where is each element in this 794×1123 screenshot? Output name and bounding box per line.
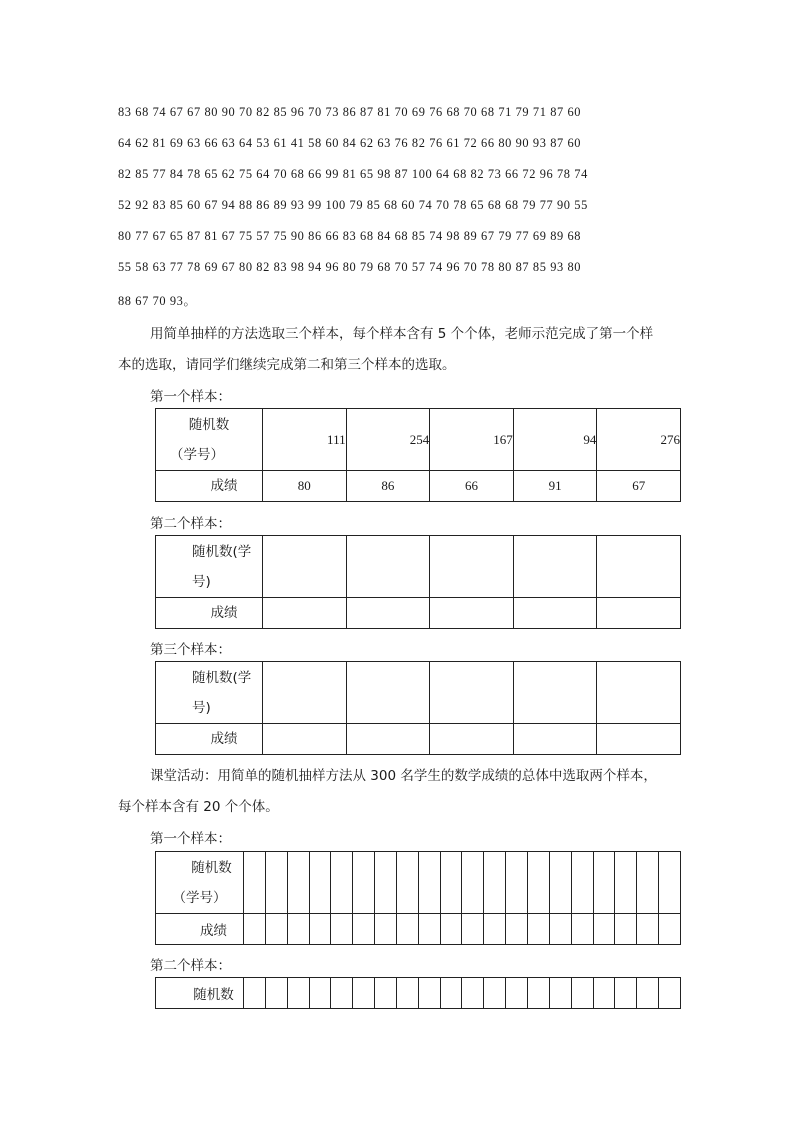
sample1-score: 86	[346, 471, 430, 502]
sample3-score-blank[interactable]	[346, 724, 430, 755]
sample2-header-line1: 随机数(学	[192, 543, 252, 560]
activity-sample2-random-blank[interactable]	[462, 978, 484, 1009]
sample2-random-number-blank[interactable]	[263, 536, 347, 598]
sample3-score-blank[interactable]	[513, 724, 597, 755]
activity-sample1-random-blank[interactable]	[309, 852, 331, 914]
activity-sample2-random-blank[interactable]	[353, 978, 375, 1009]
activity-sample1-header-cell	[156, 852, 244, 914]
activity-sample2-random-blank[interactable]	[506, 978, 528, 1009]
activity-sample2-random-blank[interactable]	[615, 978, 637, 1009]
sample3-header-cell	[156, 662, 263, 724]
sample2-score-blank[interactable]	[513, 598, 597, 629]
activity-sample2-random-blank[interactable]	[659, 978, 681, 1009]
sample3-random-number-blank[interactable]	[430, 662, 514, 724]
activity-sample2-random-blank[interactable]	[309, 978, 331, 1009]
sample2-score-blank[interactable]	[430, 598, 514, 629]
activity-sample2-random-blank[interactable]	[440, 978, 462, 1009]
activity-line-1: 课堂活动：用简单的随机抽样方法从 300 名学生的数学成绩的总体中选取两个样本，	[150, 768, 657, 784]
activity-sample2-random-blank[interactable]	[396, 978, 418, 1009]
activity-sample1-random-blank[interactable]	[331, 852, 353, 914]
activity-sample1-header-line1: 随机数	[191, 859, 232, 876]
sample2-score-blank[interactable]	[263, 598, 347, 629]
activity-sample1-score-blank[interactable]	[440, 914, 462, 945]
activity-sample1-random-blank[interactable]	[244, 852, 266, 914]
activity-sample2-random-blank[interactable]	[549, 978, 571, 1009]
sample1-header-line2: （学号）	[170, 446, 224, 463]
sample1-table	[155, 408, 681, 502]
activity-sample2-random-blank[interactable]	[484, 978, 506, 1009]
activity-sample1-header-line2: （学号）	[172, 889, 227, 906]
activity-sample2-label: 第二个样本：	[150, 958, 231, 974]
sample3-header-line2: 号)	[192, 699, 211, 716]
activity-sample2-random-blank[interactable]	[265, 978, 287, 1009]
activity-sample1-random-blank[interactable]	[659, 852, 681, 914]
activity-sample2-table	[155, 977, 681, 1009]
sample1-score-label: 成绩	[156, 471, 263, 502]
activity-sample1-score-blank[interactable]	[353, 914, 375, 945]
sample3-score-blank[interactable]	[597, 724, 681, 755]
activity-sample1-random-blank[interactable]	[396, 852, 418, 914]
sample3-score-label: 成绩	[156, 724, 263, 755]
activity-sample1-label: 第一个样本：	[150, 831, 231, 847]
sample3-table	[155, 661, 681, 755]
activity-sample1-score-blank[interactable]	[265, 914, 287, 945]
activity-sample1-score-blank[interactable]	[462, 914, 484, 945]
sample2-random-number-blank[interactable]	[513, 536, 597, 598]
activity-sample1-random-blank[interactable]	[287, 852, 309, 914]
activity-sample1-random-blank[interactable]	[506, 852, 528, 914]
sample1-random-number: 111	[263, 409, 347, 471]
activity-sample1-score-blank[interactable]	[309, 914, 331, 945]
sample2-label: 第二个样本：	[150, 516, 231, 532]
sample1-header-cell	[156, 409, 263, 471]
activity-sample1-random-blank[interactable]	[440, 852, 462, 914]
activity-sample2-random-blank[interactable]	[244, 978, 266, 1009]
activity-sample1-score-blank[interactable]	[244, 914, 266, 945]
sample3-random-number-blank[interactable]	[346, 662, 430, 724]
sample3-header-line1: 随机数(学	[192, 669, 252, 686]
activity-sample1-random-blank[interactable]	[571, 852, 593, 914]
sample3-random-number-blank[interactable]	[597, 662, 681, 724]
instruction-line-1: 用简单抽样的方法选取三个样本，每个样本含有 5 个个体，老师示范完成了第一个样	[150, 326, 654, 342]
activity-sample2-random-blank[interactable]	[593, 978, 615, 1009]
activity-sample1-random-blank[interactable]	[375, 852, 397, 914]
score-data-line-2: 64 62 81 69 63 66 63 64 53 61 41 58 60 84 62 63 76 82 76 61 72 66 80 90 93 87 60	[118, 136, 582, 150]
sample1-label: 第一个样本：	[150, 389, 231, 405]
activity-sample1-table	[155, 851, 681, 945]
activity-sample2-random-blank[interactable]	[571, 978, 593, 1009]
activity-sample2-header: 随机数	[156, 978, 244, 1009]
activity-sample2-random-blank[interactable]	[331, 978, 353, 1009]
activity-sample1-random-blank[interactable]	[484, 852, 506, 914]
activity-sample1-random-blank[interactable]	[593, 852, 615, 914]
sample3-random-number-blank[interactable]	[263, 662, 347, 724]
sample1-score: 91	[513, 471, 597, 502]
activity-sample1-score-blank[interactable]	[637, 914, 659, 945]
activity-sample1-score-blank[interactable]	[375, 914, 397, 945]
activity-sample1-score-blank[interactable]	[287, 914, 309, 945]
sample2-header-line2: 号)	[192, 573, 211, 590]
score-data-line-5: 80 77 67 65 87 81 67 75 57 75 90 86 66 83 68 84 68 85 74 98 89 67 79 77 69 89 68	[118, 229, 582, 243]
sample2-random-number-blank[interactable]	[346, 536, 430, 598]
sample1-random-number: 276	[597, 409, 681, 471]
activity-line-2: 每个样本含有 20 个个体。	[118, 799, 279, 815]
activity-sample1-random-blank[interactable]	[418, 852, 440, 914]
score-data-line-1: 83 68 74 67 67 80 90 70 82 85 96 70 73 86 87 81 70 69 76 68 70 68 71 79 71 87 60	[118, 105, 582, 119]
sample1-score: 66	[430, 471, 514, 502]
sample1-score: 67	[597, 471, 681, 502]
sample2-score-label: 成绩	[156, 598, 263, 629]
activity-sample1-random-blank[interactable]	[353, 852, 375, 914]
sample3-label: 第三个样本：	[150, 642, 231, 658]
sample3-random-number-blank[interactable]	[513, 662, 597, 724]
activity-sample1-random-blank[interactable]	[462, 852, 484, 914]
score-data-line-3: 82 85 77 84 78 65 62 75 64 70 68 66 99 81 65 98 87 100 64 68 82 73 66 72 96 78 74	[118, 167, 588, 181]
score-data-line-7: 88 67 70 93。	[118, 294, 197, 308]
activity-sample1-score-blank[interactable]	[484, 914, 506, 945]
activity-sample2-random-blank[interactable]	[637, 978, 659, 1009]
activity-sample1-score-blank[interactable]	[549, 914, 571, 945]
activity-sample1-random-blank[interactable]	[549, 852, 571, 914]
sample2-score-blank[interactable]	[346, 598, 430, 629]
activity-sample1-score-label: 成绩	[156, 914, 244, 945]
score-data-line-6: 55 58 63 77 78 69 67 80 82 83 98 94 96 80 79 68 70 57 74 96 70 78 80 87 85 93 80	[118, 260, 582, 274]
score-data-line-4: 52 92 83 85 60 67 94 88 86 89 93 99 100 79 85 68 60 74 70 78 65 68 68 79 77 90 55	[118, 198, 588, 212]
activity-sample1-score-blank[interactable]	[571, 914, 593, 945]
activity-sample1-random-blank[interactable]	[527, 852, 549, 914]
sample2-score-blank[interactable]	[597, 598, 681, 629]
sample1-random-number: 254	[346, 409, 430, 471]
activity-sample1-random-blank[interactable]	[265, 852, 287, 914]
sample3-score-blank[interactable]	[430, 724, 514, 755]
sample3-score-blank[interactable]	[263, 724, 347, 755]
activity-sample2-random-blank[interactable]	[418, 978, 440, 1009]
activity-sample1-score-blank[interactable]	[659, 914, 681, 945]
activity-sample2-random-blank[interactable]	[375, 978, 397, 1009]
activity-sample1-score-blank[interactable]	[615, 914, 637, 945]
sample1-random-number: 94	[513, 409, 597, 471]
sample1-random-number: 167	[430, 409, 514, 471]
activity-sample1-score-blank[interactable]	[418, 914, 440, 945]
activity-sample1-score-blank[interactable]	[593, 914, 615, 945]
sample2-header-cell	[156, 536, 263, 598]
activity-sample1-score-blank[interactable]	[527, 914, 549, 945]
sample2-random-number-blank[interactable]	[430, 536, 514, 598]
activity-sample2-random-blank[interactable]	[527, 978, 549, 1009]
activity-sample1-random-blank[interactable]	[637, 852, 659, 914]
activity-sample1-score-blank[interactable]	[506, 914, 528, 945]
activity-sample1-score-blank[interactable]	[331, 914, 353, 945]
activity-sample2-random-blank[interactable]	[287, 978, 309, 1009]
activity-sample1-random-blank[interactable]	[615, 852, 637, 914]
sample1-header-line1: 随机数	[188, 416, 230, 433]
sample2-table	[155, 535, 681, 629]
activity-sample1-score-blank[interactable]	[396, 914, 418, 945]
instruction-line-2: 本的选取，请同学们继续完成第二和第三个样本的选取。	[118, 357, 456, 373]
sample1-score: 80	[263, 471, 347, 502]
sample2-random-number-blank[interactable]	[597, 536, 681, 598]
